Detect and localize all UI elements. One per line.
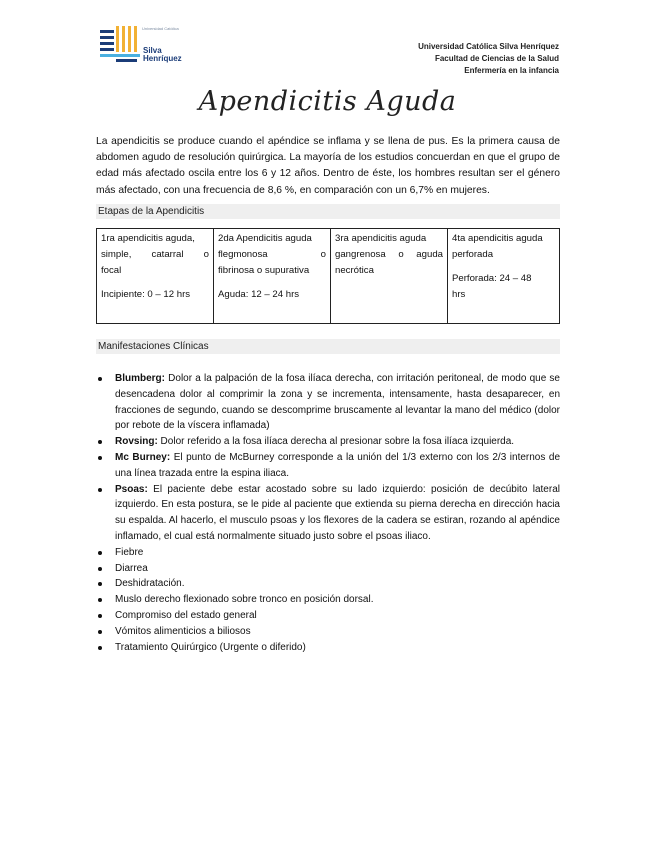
stage-4-line1: 4ta apendicitis aguda — [452, 233, 543, 244]
list-item-text: Tratamiento Quirúrgico (Urgente o diferido) — [115, 641, 306, 653]
manifestations-heading — [96, 339, 560, 354]
stages-heading — [96, 204, 560, 219]
list-item-text: Diarrea — [115, 562, 148, 574]
list-item — [96, 640, 560, 656]
stage-3-line2: gangrenosa o aguda — [335, 249, 443, 260]
logo-brand-text — [143, 47, 182, 63]
stage-4-line2: perforada — [452, 249, 494, 260]
list-item-text: Compromiso del estado general — [115, 609, 257, 621]
manifestations-list — [96, 371, 560, 655]
list-item-term: Mc Burney: — [115, 451, 171, 463]
stage-1-line2: simple, catarral o — [101, 249, 209, 260]
stage-1-line3: focal — [101, 265, 122, 276]
manifestations-heading-text: Manifestaciones Clínicas — [98, 341, 209, 352]
stages-heading-text: Etapas de la Apendicitis — [98, 206, 205, 217]
list-item — [96, 608, 560, 624]
list-item-term: Blumberg: — [115, 373, 165, 384]
list-item — [96, 545, 560, 561]
document-header — [418, 41, 559, 77]
intro-paragraph: La apendicitis se produce cuando el apéndice se inflama y se llena de pus. Es la primera causa de abdomen agudo de resolución quirúrgica. La mayoría de los estudios concuerdan en que el grupo de edad más afectado oscila entre los 6 y 12 años. Dentro de éste, los hombres resultan ser el género más afectado, con una frecuencia de 8,6 %, en comparación con un 6,7% en mujeres. — [96, 136, 560, 196]
stages-table — [96, 228, 560, 324]
list-item-text: Fiebre — [115, 546, 144, 558]
list-item-term: Rovsing: — [115, 436, 158, 448]
list-item — [96, 592, 560, 608]
stage-2-line3: fibrinosa o supurativa — [218, 265, 310, 276]
list-item — [96, 371, 560, 434]
stage-2-line1: 2da Apendicitis aguda — [218, 233, 312, 244]
stage-2-time: Aguda: 12 – 24 hrs — [218, 289, 300, 300]
list-item — [96, 482, 560, 545]
logo-small-text: Universidad Católica — [142, 26, 179, 31]
stage-cell-4 — [448, 229, 560, 324]
logo-brand-line2: Henríquez — [143, 54, 182, 63]
list-item-term: Psoas: — [115, 483, 148, 495]
stage-cell-2 — [214, 229, 331, 324]
stage-1-line1: 1ra apendicitis aguda, — [101, 233, 195, 244]
stage-cell-1 — [97, 229, 214, 324]
page-title: Apendicitis Aguda — [198, 86, 457, 117]
list-item-text: Deshidratación. — [115, 578, 185, 590]
list-item — [96, 434, 560, 450]
list-item — [96, 576, 560, 592]
list-item — [96, 450, 560, 482]
list-item-text: Muslo derecho flexionado sobre tronco en posición dorsal. — [115, 594, 374, 606]
list-item-text: El punto de McBurney corresponde a la unión del 1/3 externo con los 2/3 internos de una línea trazada entre la espina iliaca. — [115, 451, 561, 479]
list-item-text: Vómitos alimenticios a biliosos — [115, 625, 251, 637]
list-item-text: El paciente debe estar acostado sobre su lado izquierdo: posición de decúbito lateral izquierdo. En esta postura, se le pide al paciente que extienda su pierna derecha en dirección hacia su espalda. Al hacerlo, el musculo psoas y los flexores de la cadera se estiran, rozando al apéndice inflamado, el cual está normalmente situado justo sobre el psoas iliaco. — [115, 483, 560, 542]
stage-1-time: Incipiente: 0 – 12 hrs — [101, 289, 191, 300]
list-item — [96, 561, 560, 577]
logo-mark-icon — [100, 26, 140, 66]
stage-4-time: Perforada: 24 – 48 hrs — [452, 273, 532, 300]
header-course: Enfermería en la infancia — [464, 66, 559, 75]
table-row — [97, 229, 560, 324]
stage-cell-3 — [331, 229, 448, 324]
header-faculty: Facultad de Ciencias de la Salud — [434, 54, 559, 63]
list-item-text: Dolor a la palpación de la fosa ilíaca derecha, con irritación peritoneal, de modo que se desencadena dolor al comprimir la zona y se incrementa, intensamente, hasta desaparecer, en fracciones de segundo, cuando se descomprime bruscamente al levantar la mano del médico (dolor por rebote de la víscera inflamada) — [115, 373, 560, 432]
header-university: Universidad Católica Silva Henríquez — [418, 42, 559, 51]
stage-3-line3: necrótica — [335, 265, 374, 276]
stage-2-line2: flegmonosa o — [218, 249, 326, 260]
stage-3-line1: 3ra apendicitis aguda — [335, 233, 427, 244]
university-logo — [100, 26, 200, 68]
list-item — [96, 624, 560, 640]
logo-brand-line1: Silva — [143, 46, 162, 55]
list-item-text: Dolor referido a la fosa ilíaca derecha al presionar sobre la fosa ilíaca izquierda. — [157, 436, 515, 448]
